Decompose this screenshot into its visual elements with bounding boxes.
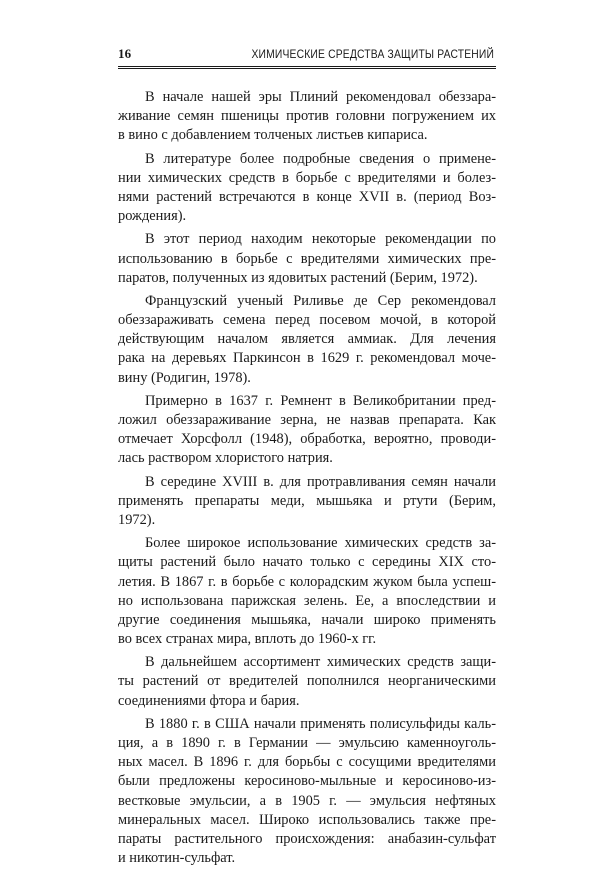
paragraph (118, 88, 496, 146)
text-line: летия. В 1867 г. в борьбе с колорадским жуком была успеш- (118, 573, 496, 590)
body-text (118, 88, 496, 872)
text-line: действующим началом является аммиак. Для лечения (118, 331, 496, 348)
text-line: щиты растений было начато только с середины XIX сто- (118, 554, 496, 571)
text-line: и никотин-сульфат. (118, 850, 236, 867)
page-number: 16 (118, 46, 132, 61)
paragraph (118, 534, 496, 649)
paragraph (118, 150, 496, 227)
text-line: В 1880 г. в США начали применять полисульфиды каль- (145, 715, 496, 732)
text-line: во всех странах мира, вплоть до 1960-х гг. (118, 631, 377, 648)
paragraph (118, 653, 496, 711)
text-line: нями растений встречаются в конце XVII в. (период Воз- (118, 188, 496, 205)
text-line: использованию в борьбе с вредителями химических пре- (118, 250, 496, 267)
text-line: другие соединения мышьяка, начали широко применять (118, 611, 496, 628)
text-line: ложил обеззараживание зерна, не назвав препарата. Как (118, 412, 496, 428)
text-line: в вино с добавлением толченых листьев кипариса. (118, 127, 428, 144)
paragraph (118, 230, 496, 288)
running-header (118, 46, 494, 66)
text-line: нии химических средств в борьбе с вредителями и болез- (118, 169, 496, 186)
text-line: рака на деревьях Паркинсон в 1629 г. рекомендовал моче- (118, 350, 496, 367)
text-line: 1972). (118, 511, 156, 528)
text-line: отмечает Хорсфолл (1948), обработка, вероятно, проводи- (118, 431, 496, 448)
text-line: В дальнейшем ассортимент химических средств защи- (145, 654, 496, 671)
paragraph (118, 392, 496, 469)
text-line: лась раствором хлористого натрия. (118, 450, 333, 467)
text-line: В начале нашей эры Плиний рекомендовал обеззара- (145, 89, 496, 105)
text-line: Более широкое использование химических средств за- (145, 535, 496, 552)
paragraph (118, 473, 496, 531)
text-line: рождения). (118, 208, 187, 225)
text-line: минеральных масел. Широко использовались также пре- (118, 811, 496, 828)
header-rule (118, 66, 496, 69)
text-line: ция, а в 1890 г. в Германии — эмульсию каменноуголь- (118, 735, 496, 751)
text-line: обеззараживать семена перед посевом мочой, в которой (118, 312, 496, 329)
text-line: Примерно в 1637 г. Ремнент в Великобритании пред- (145, 392, 496, 409)
paragraph (118, 292, 496, 388)
text-line: были предложены керосиново-мыльные и керосиново-из- (118, 773, 496, 790)
text-line: В середине XVIII в. для протравливания семян начали (145, 473, 496, 490)
text-line: вестковые эмульсии, а в 1905 г. — эмульсия нефтяных (118, 792, 496, 809)
text-line: ты растений от вредителей пополнился неорганическими (118, 673, 496, 690)
text-line: параты растительного происхождения: анабазин-сульфат (118, 830, 496, 847)
text-line: применять препараты меди, мышьяка и ртути (Берим, (118, 492, 496, 509)
text-line: ных масел. В 1896 г. для борьбы с сосущими вредителями (118, 754, 496, 771)
text-line: живание семян пшеницы против головни погружением их (118, 108, 496, 125)
text-line: Французский ученый Риливье де Сер рекомендовал (145, 292, 496, 309)
running-title: ХИМИЧЕСКИЕ СРЕДСТВА ЗАЩИТЫ РАСТЕНИЙ (251, 47, 494, 61)
text-line: В этот период находим некоторые рекомендации по (145, 231, 496, 248)
text-line: вину (Родигин, 1978). (118, 369, 251, 386)
text-line: но использована парижская зелень. Ее, а впоследствии и (118, 592, 496, 609)
text-line: паратов, полученных из ядовитых растений (Берим, 1972). (118, 269, 478, 286)
text-line: В литературе более подробные сведения о примене- (145, 150, 496, 167)
paragraph (118, 715, 496, 869)
text-line: соединениями фтора и бария. (118, 692, 300, 709)
